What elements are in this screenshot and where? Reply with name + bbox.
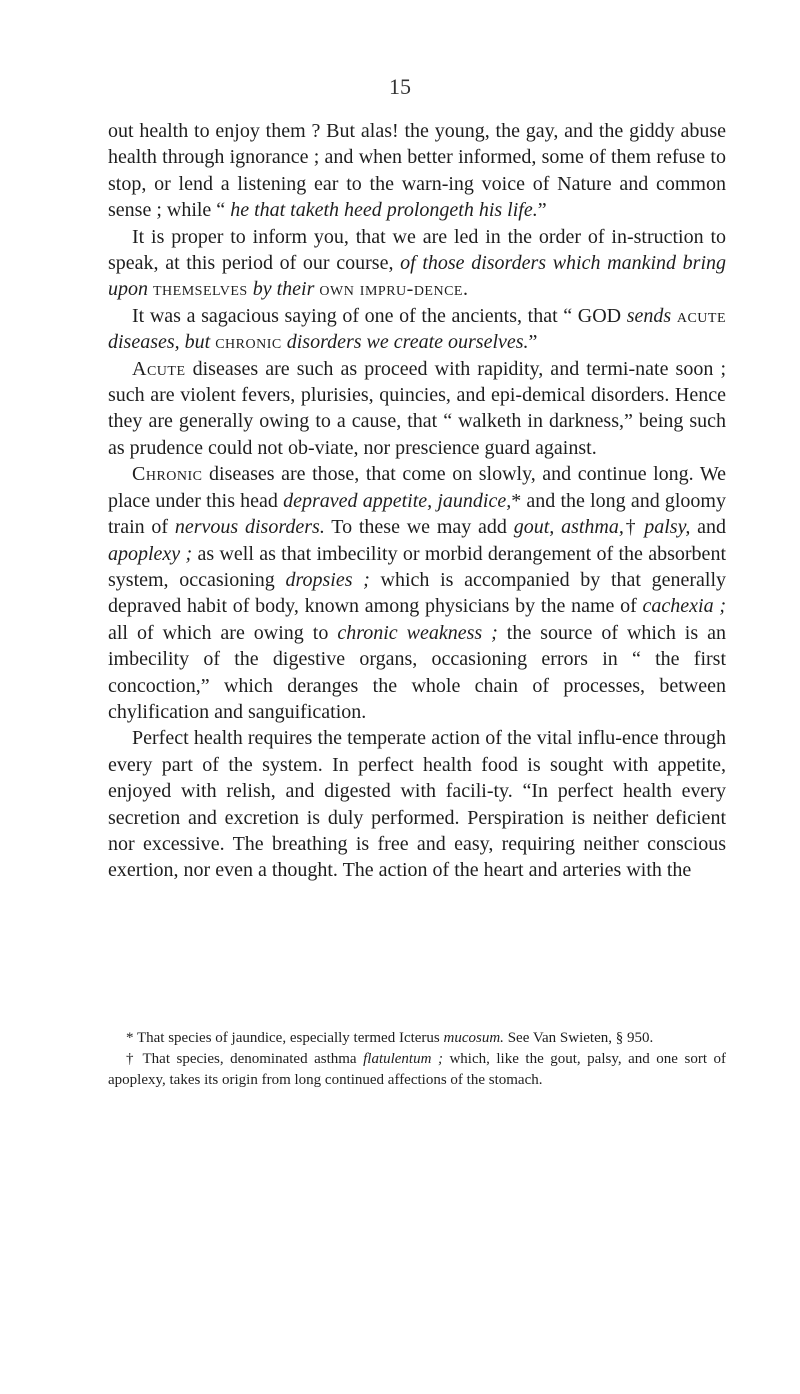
p3-italic: sends xyxy=(626,304,672,327)
paragraph-2 xyxy=(108,224,726,303)
p2-italic-2: by their xyxy=(252,278,315,301)
p5-footnote-mark-2: † xyxy=(623,516,638,539)
fn1-text: * That species of jaundice, especially termed Icterus xyxy=(126,1030,444,1046)
fn1-italic: mucosum. xyxy=(443,1030,504,1046)
p5-italic-m: apoplexy ; xyxy=(108,542,193,565)
p5-text-b: diseases are those, that come on slowly, and continue long. We place under this head xyxy=(108,463,726,512)
footnotes xyxy=(108,1028,726,1091)
p1-text: out health to enjoy them ? But alas! the young, the gay, and the giddy abuse health through ignorance ; and when better informed, some of them refuse to stop, or lend a listening ear to the warn-ing voice of Nature and common sense ; while “ xyxy=(108,120,726,222)
p5-text-r: all of which are owing to xyxy=(108,621,338,644)
p5-text-g: To these we may add xyxy=(324,516,514,539)
p3-acute: acute xyxy=(676,304,727,327)
paragraph-5 xyxy=(108,461,726,725)
p3-italic-3: disorders we create ourselves. xyxy=(286,331,529,354)
p3-italic-2: diseases, but xyxy=(108,331,211,354)
p2-smallcaps: themselves xyxy=(153,278,248,301)
p5-italic-q: cachexia ; xyxy=(642,595,726,618)
body-text xyxy=(108,118,726,884)
p4-text: diseases are such as proceed with rapidity, and termi-nate soon ; such are violent fevers, plurisies, quincies, and epi-demical disorders. Hence they are generally owing to a cause, that “ walketh in darkness,” being such as prudence could not ob-viate, nor prescience guard against. xyxy=(108,357,726,459)
p3-chronic: chronic xyxy=(215,331,282,354)
p5-text-n: as well as that imbecility or morbid derangement of the absorbent system, occasioning xyxy=(108,542,726,591)
p1-close-quote: ” xyxy=(537,199,547,222)
p5-italic-o: dropsies ; xyxy=(285,568,370,591)
footnote-2 xyxy=(108,1049,726,1091)
p5-italic-c: depraved appetite, jaundice, xyxy=(283,489,512,512)
p5-footnote-mark-1: * xyxy=(511,489,522,512)
p5-text-t: the source of which is an imbecility of the digestive organs, occasioning errors in “ the first concoction,” which deranges the whole chain of processes, between chylification and sanguification. xyxy=(108,621,726,723)
paragraph-4 xyxy=(108,356,726,462)
paragraph-6 xyxy=(108,725,726,883)
p5-italic-f: nervous disorders. xyxy=(174,516,325,539)
p5-chronic: Chronic xyxy=(132,463,203,486)
p5-italic-h: gout, asthma, xyxy=(513,516,624,539)
fn2-text-2: which, like the gout, palsy, and one sort of apoplexy, takes its origin from long continued affections of the stomach. xyxy=(108,1051,726,1088)
fn2-text: † That species, denominated asthma xyxy=(126,1051,364,1067)
p5-italic-k: palsy, xyxy=(644,516,691,539)
p1-quote: he that taketh heed prolongeth his life. xyxy=(230,199,538,222)
p5-text-e: and the long and gloomy train of xyxy=(108,489,726,539)
fn2-italic: flatulentum ; xyxy=(363,1051,443,1067)
p5-text-l: and xyxy=(690,516,727,539)
p6-text: Perfect health requires the temperate action of the vital influ-ence through every part of the system. In perfect health food is sought with appetite, enjoyed with relish, and digested with facili-ty. “In perfect health every secretion and excretion is duly performed. Perspiration is neither deficient nor excessive. The breathing is free and easy, requiring neither conscious exertion, nor even a thought. The action of the heart and arteries with the xyxy=(108,727,726,882)
fn1-text-2: See Van Swieten, § 950. xyxy=(503,1030,654,1046)
p3-text: It was a sagacious saying of one of the ancients, that “ GOD xyxy=(132,304,627,327)
paragraph-1 xyxy=(108,118,726,224)
p5-text-p: which is accompanied by that generally depraved habit of body, known among physicians by the name of xyxy=(108,568,727,618)
paragraph-3 xyxy=(108,303,726,356)
page-number: 15 xyxy=(389,74,411,99)
p2-text: It is proper to inform you, that we are led in the order of in-struction to speak, at this period of our course, xyxy=(108,225,726,275)
p3-close-quote: ” xyxy=(528,331,538,354)
p2-smallcaps-2: own impru-dence. xyxy=(319,278,469,301)
footnote-1 xyxy=(108,1028,726,1049)
p4-acute: Acute xyxy=(132,357,186,380)
p5-italic-s: chronic weakness ; xyxy=(337,621,498,644)
p2-italic: of those disorders which mankind bring upon xyxy=(108,252,726,301)
